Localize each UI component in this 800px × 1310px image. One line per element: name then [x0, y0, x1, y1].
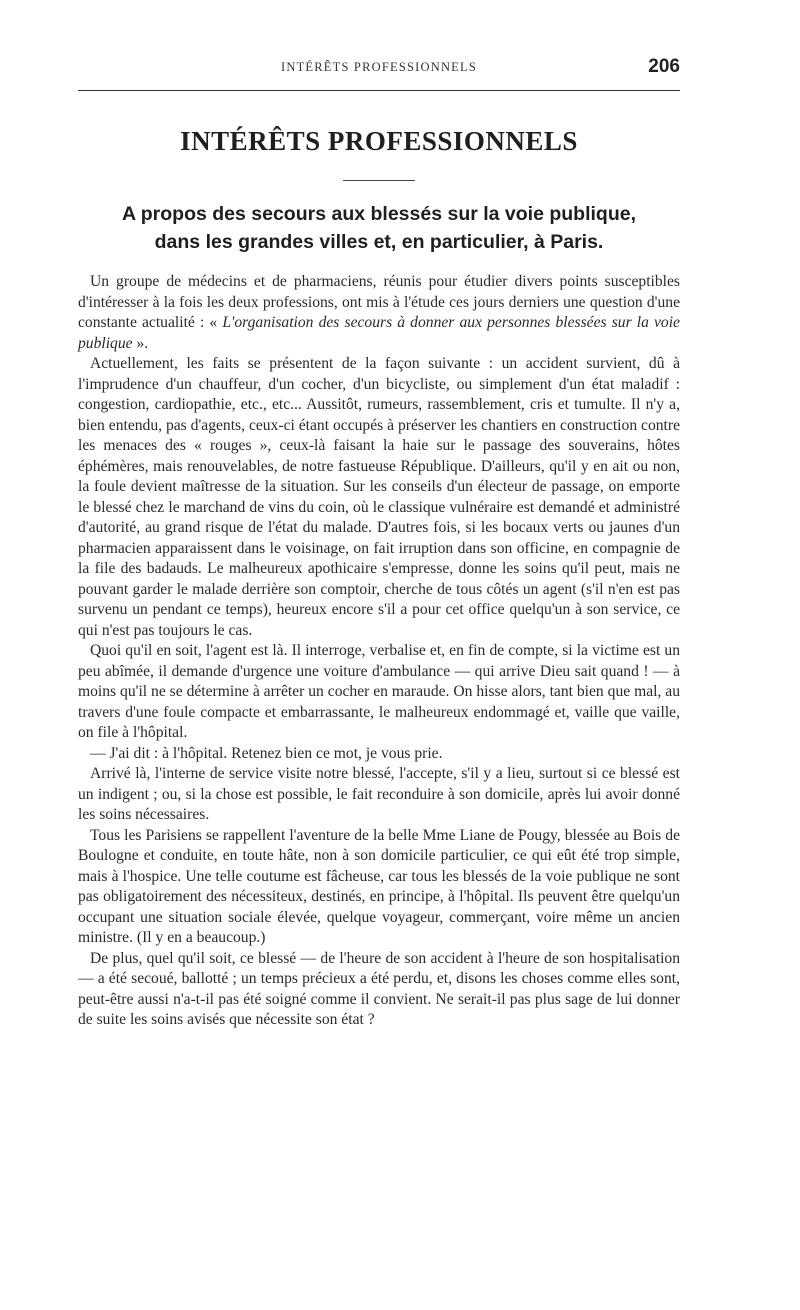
header-rule: [78, 90, 680, 91]
paragraph-6: Tous les Parisiens se rappellent l'aventure de la belle Mme Liane de Pougy, blessée au Bois de Boulogne et conduite, en toute hâte, non à son domicile particulier, ce qui eût été trop simple, mais à l'hospice. Une telle coutume est fâcheuse, car tous les blessés de la voie publique ne sont pas obligatoirement des nécessiteux, destinés, en principe, à l'hôpital. Ils peuvent être quelqu'un occupant une situation sociale élevée, quelque voyageur, commerçant, voire même un ancien ministre. (Il y en a beaucoup.): [78, 826, 680, 946]
paragraph-5: Arrivé là, l'interne de service visite notre blessé, l'accepte, s'il y a lieu, surtout si ce blessé est un indigent ; ou, si la chose est possible, le fait reconduire à son domicile, après lui avoir donné les soins nécessaires.: [78, 765, 680, 823]
title-divider: [343, 180, 415, 181]
article-subtitle: [78, 200, 680, 256]
paragraph-7: De plus, quel qu'il soit, ce blessé — de l'heure de son accident à l'heure de son hospitalisation — a été secoué, ballotté ; un temps précieux a été perdu, et, disons les choses comme elles sont, peut-être aussi n'a-t-il pas été soigné comme il convient. Ne serait-il pas plus sage de lui donner de suite les soins avisés que nécessite son état ?: [78, 949, 680, 1028]
paragraph-1: [78, 272, 680, 354]
article-body: [78, 272, 680, 1031]
paragraph-1-text: Un groupe de médecins et de pharmaciens, réunis pour étudier divers points susceptibles d'intéresser à la fois les deux professions, ont mis à l'étude ces jours derniers une question d'une constante actualité : «: [78, 273, 680, 331]
paragraph-3: Quoi qu'il en soit, l'agent est là. Il interroge, verbalise et, en fin de compte, si la victime est un peu abîmée, il demande d'urgence une voiture d'ambulance — qui arrive Dieu sait quand ! — à moins qu'il ne se détermine à arrêter un cocher en maraude. On hisse alors, tant bien que mal, au travers d'une foule compacte et embarrassante, le malheureux endommagé et, vaille que vaille, on file à l'hôpital.: [78, 642, 680, 741]
page-number: 206: [648, 56, 680, 77]
section-title: INTÉRÊTS PROFESSIONNELS: [180, 126, 578, 156]
paragraph-1-quote: L'organisation des secours à donner aux personnes blessées sur la voie publique: [78, 314, 680, 352]
paragraph-1-end: ».: [132, 334, 149, 352]
running-header: [78, 56, 680, 82]
paragraph-4: — J'ai dit : à l'hôpital. Retenez bien ce mot, je vous prie.: [90, 744, 443, 762]
subtitle-line-1: A propos des secours aux blessés sur la voie publique,: [121, 203, 637, 225]
running-title: INTÉRÊTS PROFESSIONNELS: [280, 60, 478, 74]
paragraph-2: Actuellement, les faits se présentent de la façon suivante : un accident survient, dû à l'imprudence d'un chauffeur, d'un cocher, d'un bicycliste, ou simplement d'un état maladif : congestion, cardiopathie, etc., etc... Aussitôt, rumeurs, rassemblement, cris et tumulte. Il n'y a, bien entendu, pas d'agents, ceux-ci étant occupés à préserver les chantiers en construction contre les menaces des « rouges », ceux-là faisant la haie sur le passage des souverains, hôtes éphémères, mais renouvelables, de notre fastueuse République. D'ailleurs, qu'il y en ait ou non, la foule devient maîtresse de la situation. Sur les conseils d'un électeur de passage, on emporte le blessé chez le marchand de vins du coin, où le classique vulnéraire est demandé et administré d'autorité, au grand risque de l'état du malade. D'autres fois, si les bocaux verts ou jaunes d'un pharmacien apparaissent dans le voisinage, on fait irruption dans son officine, en compagnie de la file des badauds. Le malheureux apothicaire s'empresse, donne les soins qu'il peut, mais ne pouvant garder le malade derrière son comptoir, cherche de tous côtés un agent (s'il n'en est pas survenu un pendant ce temps), heureux encore s'il a pour cet office quelqu'un à son service, ce qui n'est pas toujours le cas.: [78, 355, 680, 639]
subtitle-line-2: dans les grandes villes et, en particulier, à Paris.: [154, 231, 604, 253]
